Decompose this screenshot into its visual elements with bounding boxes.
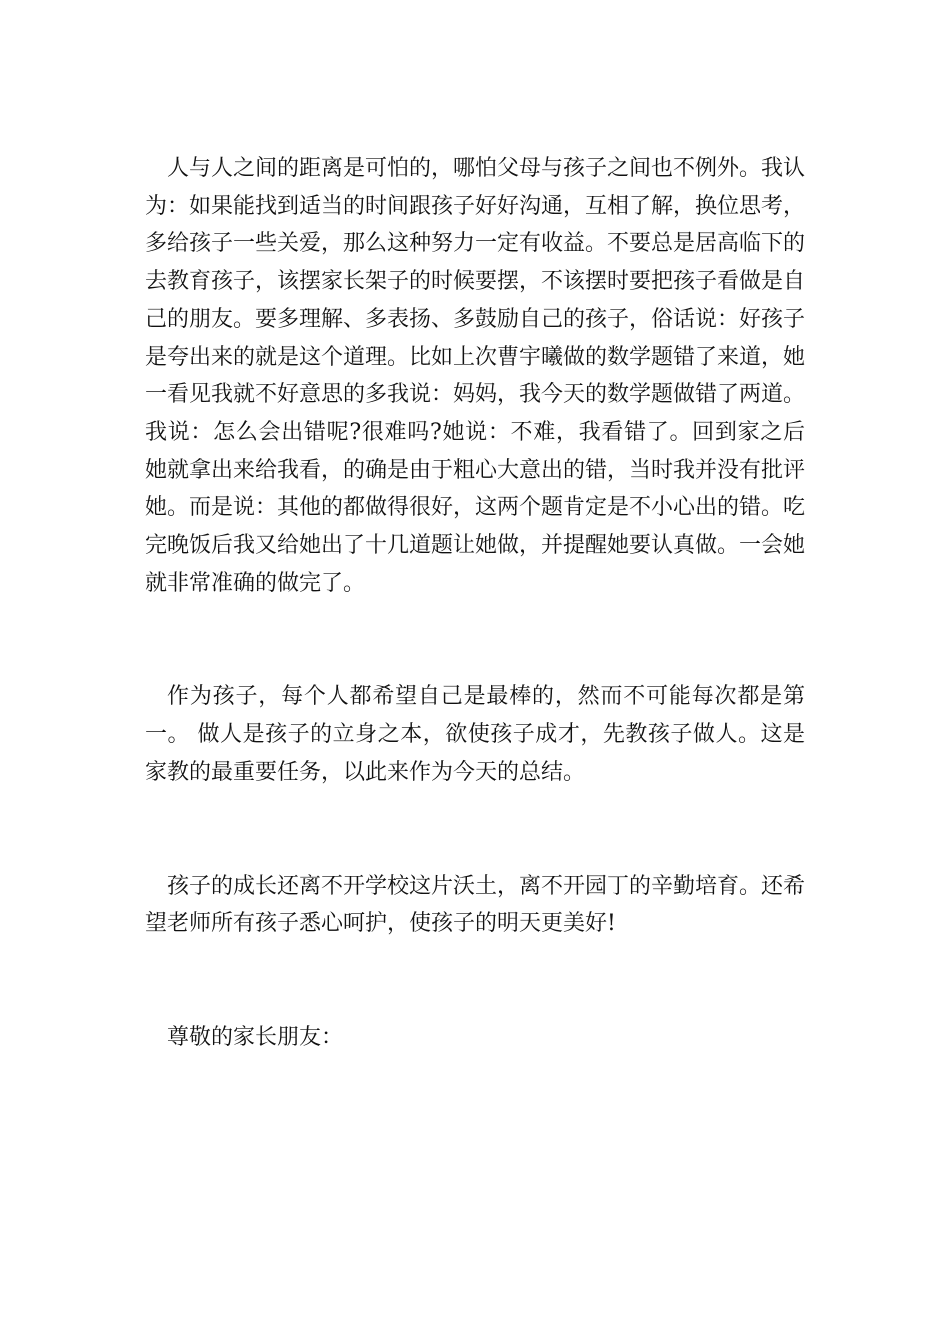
paragraph-teaching-character: 作为孩子，每个人都希望自己是最棒的，然而不可能每次都是第一。 做人是孩子的立身之本，欲使孩子成才，先教孩子做人。这是家教的最重要任务，以此来作为今天的总结。	[145, 684, 805, 785]
paragraph-school-thanks: 孩子的成长还离不开学校这片沃土，离不开园丁的辛勤培育。还希望老师所有孩子悉心呵护，使孩子的明天更美好!	[145, 873, 806, 937]
paragraph-salutation: 尊敬的家长朋友：	[167, 1024, 344, 1050]
document-body	[145, 150, 805, 1057]
paragraph-parent-child-communication: 人与人之间的距离是可怕的，哪怕父母与孩子之间也不例外。我认为：如果能找到适当的时间跟孩子好好沟通，互相了解，换位思考，多给孩子一些关爱，那么这种努力一定有收益。不要总是居高临下的去教育孩子，该摆家长架子的时候要摆，不该摆时要把孩子看做是自己的朋友。要多理解、多表扬、多鼓励自己的孩子，俗话说：好孩子是夸出来的就是这个道理。比如上次曹宇曦做的数学题错了来道，她一看见我就不好意思的多我说：妈妈，我今天的数学题做错了两道。我说：怎么会出错呢?很难吗?她说：不难，我看错了。回到家之后她就拿出来给我看，的确是由于粗心大意出的错，当时我并没有批评她。而是说：其他的都做得很好，这两个题肯定是不小心出的错。吃完晚饭后我又给她出了十几道题让她做，并提醒她要认真做。一会她就非常准确的做完了。	[145, 156, 806, 596]
